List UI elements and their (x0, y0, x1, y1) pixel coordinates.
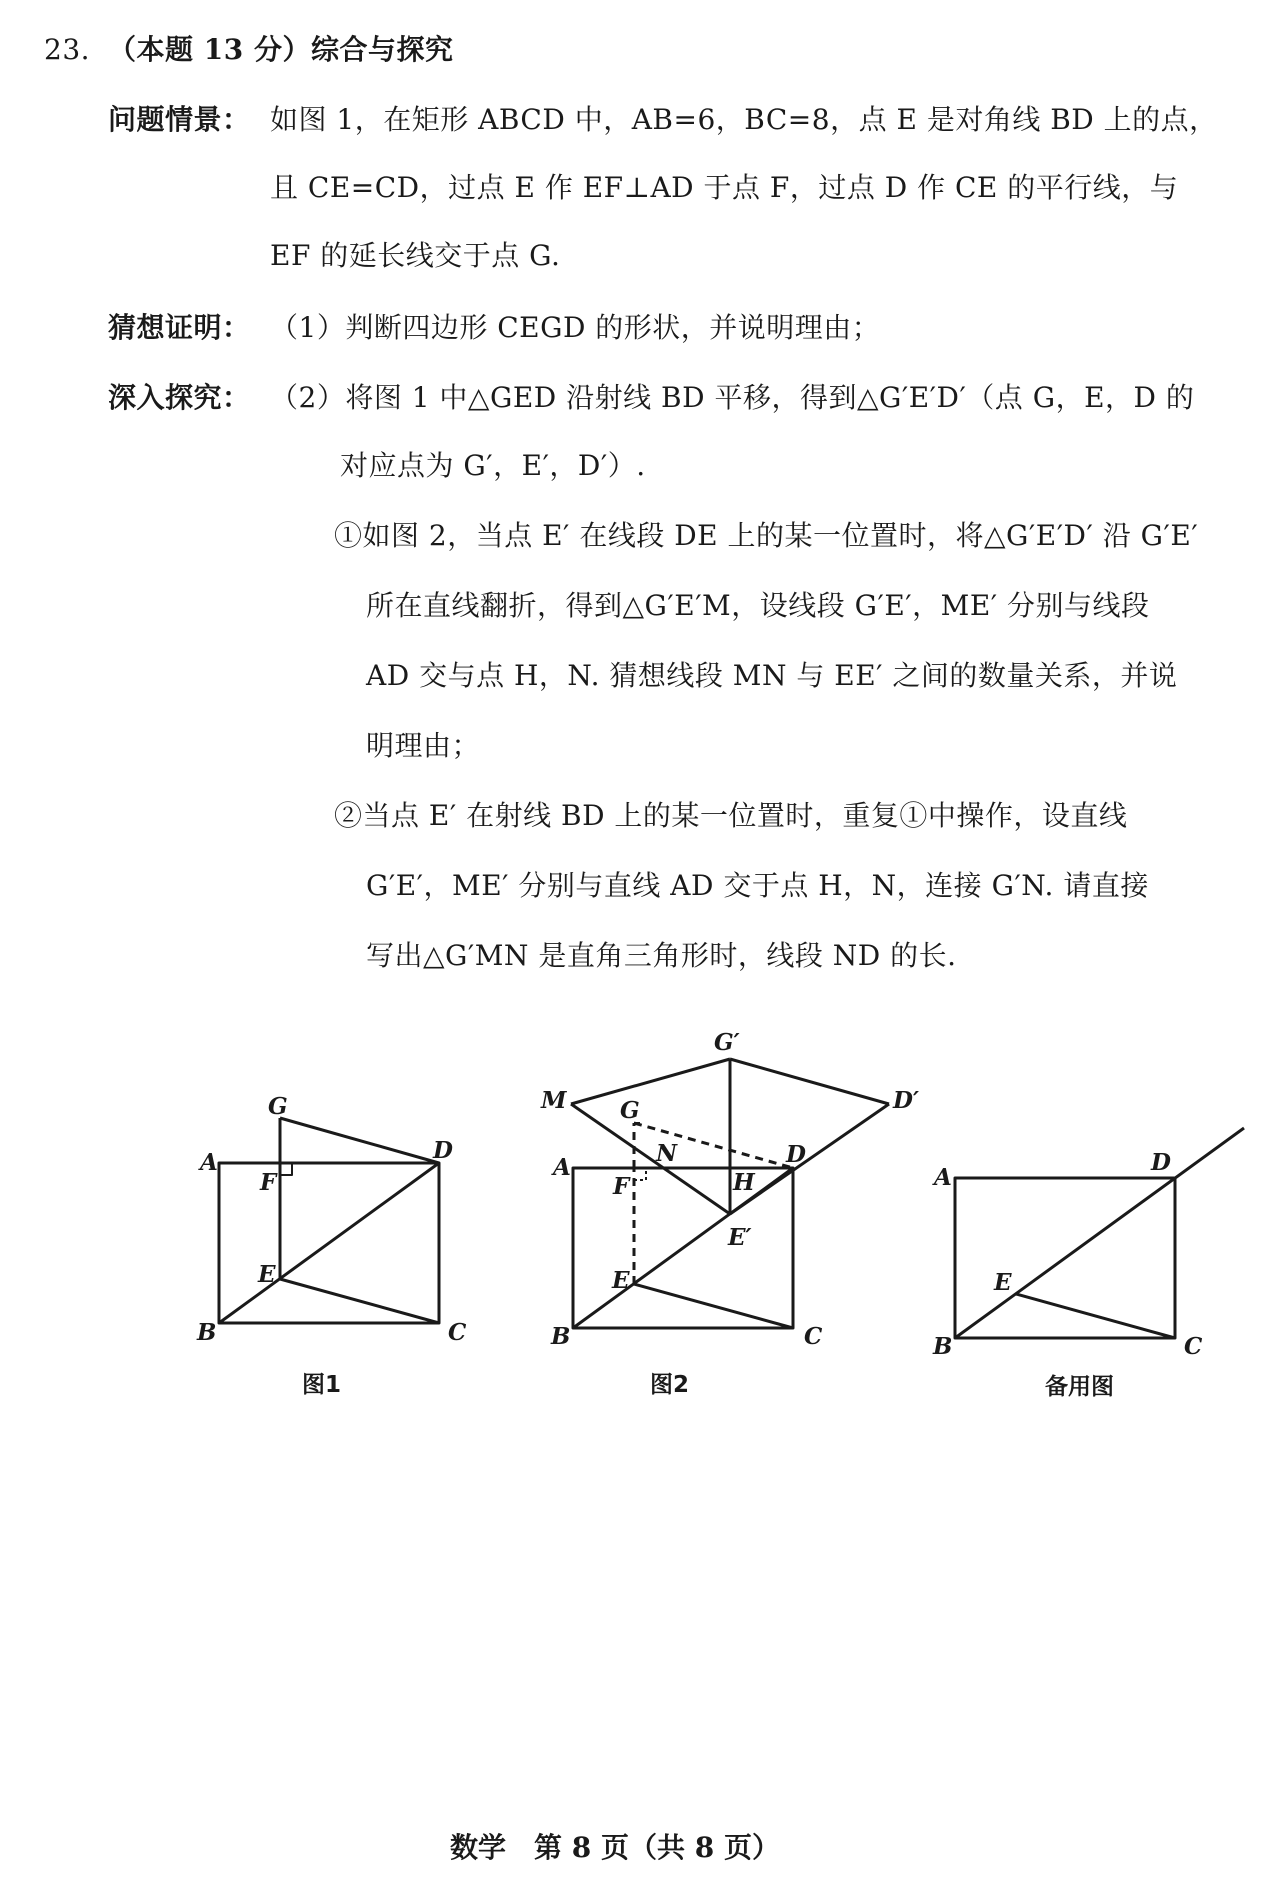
fig1-segment-gd (280, 1118, 439, 1163)
fig1-label-b: B (197, 1319, 217, 1346)
situation-line-3: EF 的延长线交于点 G. (270, 239, 561, 272)
fig3-label-a: A (934, 1164, 952, 1191)
fig2-label-g: G (620, 1097, 640, 1124)
fig2-label-f: F (613, 1173, 630, 1200)
part1-line-3: AD 交与点 H，N. 猜想线段 MN 与 EE′ 之间的数量关系，并说 (366, 659, 1178, 692)
fig1-right-angle-mark (280, 1163, 292, 1175)
conjecture-label: 猜想证明： (108, 311, 251, 344)
fig2-label-g-prime: G′ (714, 1029, 740, 1056)
explore-label: 深入探究： (108, 381, 251, 414)
page-footer: 数学 第 8 页（共 8 页） (450, 1831, 780, 1864)
fig2-label-e: E (612, 1267, 630, 1294)
fig2-segment-m-ep (571, 1104, 730, 1214)
fig2-label-e-prime: E′ (728, 1224, 752, 1251)
figure-1 (219, 1118, 439, 1323)
fig1-label-c: C (448, 1319, 467, 1346)
fig1-caption: 图1 (302, 1372, 342, 1398)
fig2-right-angle-mark (634, 1168, 646, 1180)
fig2-label-d-prime: D′ (893, 1087, 920, 1114)
fig3-ray-bd (955, 1128, 1244, 1338)
fig3-label-b: B (933, 1333, 953, 1360)
figure-3 (955, 1128, 1244, 1338)
explore-line-2: 对应点为 G′，E′，D′）. (340, 449, 646, 482)
part2-line-1: ②当点 E′ 在射线 BD 上的某一位置时，重复①中操作，设直线 (334, 799, 1128, 832)
fig1-segment-ec (280, 1279, 439, 1323)
question-header: （本题 13 分）综合与探究 (108, 33, 454, 66)
fig1-diagonal-bd (219, 1163, 439, 1323)
fig2-segment-ec (634, 1284, 793, 1328)
fig2-label-m: M (541, 1087, 567, 1114)
fig1-label-a: A (200, 1149, 218, 1176)
situation-line-2: 且 CE=CD，过点 E 作 EF⊥AD 于点 F，过点 D 作 CE 的平行线，与 (270, 171, 1179, 204)
fig2-label-n: N (656, 1140, 678, 1167)
fig2-label-d: D (786, 1141, 806, 1168)
fig1-label-g: G (268, 1093, 288, 1120)
fig3-label-d: D (1151, 1149, 1171, 1176)
part2-line-3: 写出△G′MN 是直角三角形时，线段 ND 的长. (366, 939, 957, 972)
situation-line-1: 如图 1，在矩形 ABCD 中，AB=6，BC=8，点 E 是对角线 BD 上的点， (270, 103, 1218, 136)
fig3-label-e: E (994, 1269, 1012, 1296)
conjecture-line: （1）判断四边形 CEGD 的形状，并说明理由； (270, 311, 881, 344)
part2-line-2: G′E′，ME′ 分别与直线 AD 交于点 H，N，连接 G′N. 请直接 (366, 869, 1149, 902)
fig2-label-h: H (733, 1169, 755, 1196)
fig3-segment-ec (1016, 1294, 1175, 1338)
situation-label: 问题情景： (108, 103, 251, 136)
fig2-label-c: C (804, 1323, 823, 1350)
explore-line-1: （2）将图 1 中△GED 沿射线 BD 平移，得到△G′E′D′（点 G，E，D 的 (270, 381, 1195, 414)
fig2-segment-ep-dp (730, 1104, 889, 1214)
fig1-label-d: D (433, 1137, 453, 1164)
part1-line-1: ①如图 2，当点 E′ 在线段 DE 上的某一位置时，将△G′E′D′ 沿 G′E′ (334, 519, 1199, 552)
fig3-caption: 备用图 (1045, 1374, 1114, 1400)
fig1-label-e: E (258, 1261, 276, 1288)
question-number: 23. (44, 33, 91, 66)
part1-line-2: 所在直线翻折，得到△G′E′M，设线段 G′E′，ME′ 分别与线段 (366, 589, 1150, 622)
fig2-label-a: A (553, 1154, 571, 1181)
fig1-label-f: F (260, 1169, 277, 1196)
fig2-caption: 图2 (650, 1372, 690, 1398)
fig3-label-c: C (1184, 1333, 1203, 1360)
part1-line-4: 明理由； (366, 729, 481, 762)
fig2-segment-gp-m (571, 1059, 730, 1104)
fig2-label-b: B (551, 1323, 571, 1350)
fig2-segment-gp-dp (730, 1059, 889, 1104)
